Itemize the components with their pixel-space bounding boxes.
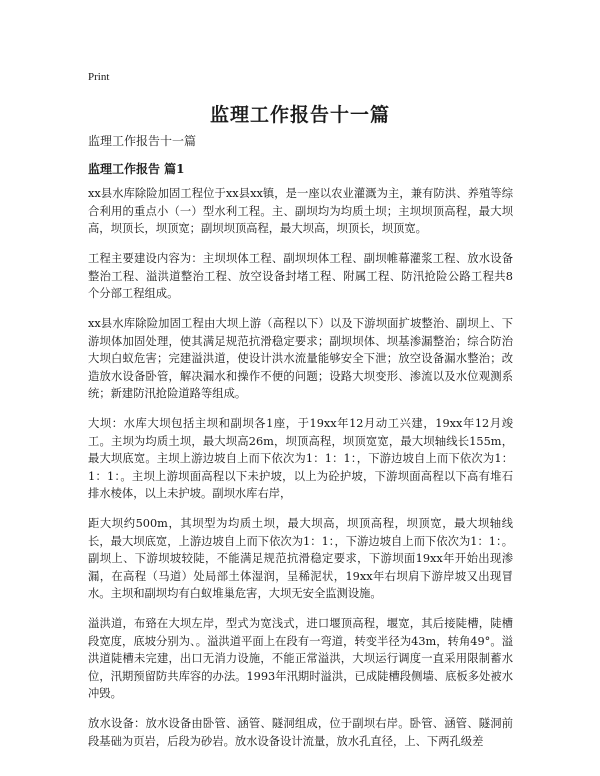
paragraph-spillway: 溢洪道，布臵在大坝左岸，型式为宽浅式，进口堰顶高程，堰宽，其后接陡槽，陡槽段宽度，底坡分别为、。溢洪道平面上在段有一弯道，转变半径为43m，转角49°。溢洪道陡槽未完建，出口无消力设施，不能正常溢洪，大坝运行调度一直采用限制蓄水位，汛期预留防共库容的办法。1993年汛期时溢洪，已成陡槽段侧墙、底板多处被水冲毁。 xyxy=(88,617,513,700)
document-subtitle: 监理工作报告十一篇 xyxy=(88,134,197,148)
paragraph-outlet-works: 放水设备：放水设备由卧管、涵管、隧洞组成，位于副坝右岸。卧管、涵管、隧洞前段基础为页岩，后段为砂岩。放水设备设计流量，放水孔直径，上、下两孔级差 xyxy=(88,717,513,748)
paragraph-reinforcement-scope: xx县水库除险加固工程由大坝上游（高程以下）以及下游坝面扩坡整治、副坝上、下游坝体加固处理，使其满足规范抗滑稳定要求；副坝坝体、坝基渗漏整治；综合防治大坝白蚁危害；完建溢洪道，使设计洪水流量能够安全下泄；放空设备漏水整治；改造放水设备卧管，解决漏水和操作不便的问题；设路大坝变形、渗流以及水位观测系统；新建防汛抢险道路等组成。 xyxy=(88,317,513,400)
section-heading: 监理工作报告 篇1 xyxy=(88,162,185,176)
print-label: Print xyxy=(88,71,110,83)
paragraph-dam: 大坝：水库大坝包括主坝和副坝各1座，于19xx年12月动工兴建，19xx年12月竣工。主坝为均质土坝，最大坝高26m，坝顶高程，坝顶宽宽，最大坝轴线长155m，最大坝底宽。主坝上游边坡自上而下依次为1：1：1：，下游边坡自上而下依次为1：1：1：。主坝上游坝面高程以下未护坡，以上为砼护坡，下游坝面高程以下高有堆石排水棱体，以上未护坡。副坝水库右岸， xyxy=(88,417,513,500)
paragraph-construction-content: 工程主要建设内容为：主坝坝体工程、副坝坝体工程、副坝帷幕灌浆工程、放水设备整治工程、溢洪道整治工程、放空设备封堵工程、附属工程、防汛抢险公路工程共8个分部工程组成。 xyxy=(88,252,513,300)
page-title: 监理工作报告十一篇 xyxy=(209,104,390,126)
paragraph-auxiliary-dam: 距大坝约500m，其坝型为均质土坝，最大坝高，坝顶高程，坝顶宽，最大坝轴线长，最大坝底宽，上游边坡自上而下依次为1：1：，下游边坡自上而下依次为1：1：。副坝上、下游坝坡较陡，不能满足规范抗滑稳定要求，下游坝面19xx年开始出现渗漏，在高程（马道）处局部土体湿润，呈稀泥状，19xx年右坝肩下游岸坡又出现冒水。主坝和副坝均有白蚁堆巢危害，大坝无安全监测设施。 xyxy=(88,517,513,600)
document-body xyxy=(88,185,513,763)
paragraph-project-overview: xx县水库除险加固工程位于xx县xx镇，是一座以农业灌溉为主，兼有防洪、养殖等综合利用的重点小（一）型水利工程。主、副坝均为均质土坝；主坝坝顶高程，最大坝高，坝顶长，坝顶宽；副坝坝顶高程，最大坝高，坝顶长，坝顶宽。 xyxy=(88,187,513,235)
